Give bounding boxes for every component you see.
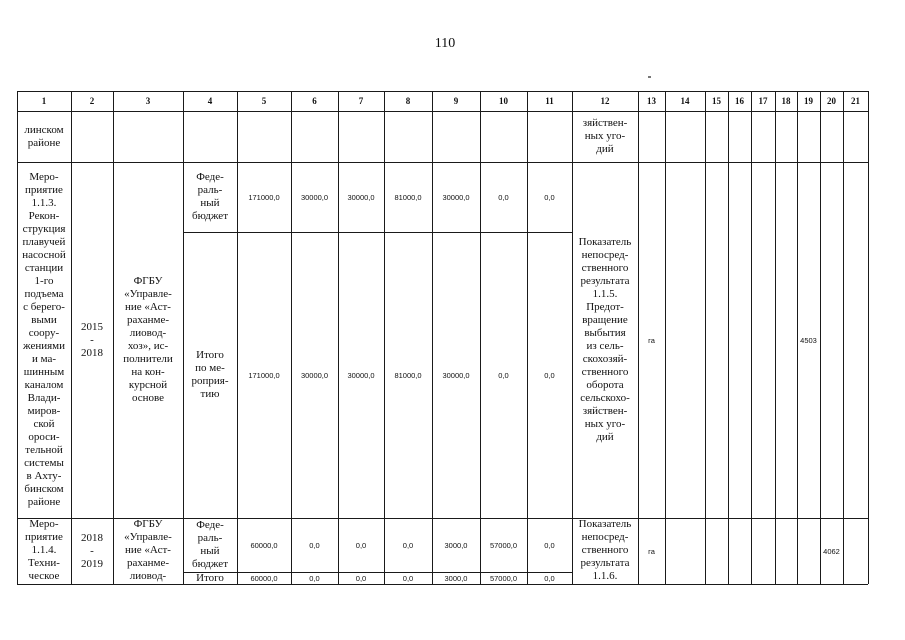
column-header-5: 5 [261, 96, 267, 106]
amount-cell: 0,0 [544, 540, 555, 550]
amount-cell: 57000,0 [489, 573, 518, 583]
funding-source: Феде- раль- ный бюджет [192, 171, 228, 222]
amount-cell: 30000,0 [347, 370, 375, 380]
page-number: 110 [434, 36, 456, 51]
indicator: Показатель непосред- ственного результата 1.1.6. [578, 518, 632, 582]
amount-cell: 3000,0 [444, 573, 468, 583]
amount-cell: 30000,0 [300, 192, 329, 202]
amount-cell: 0,0 [402, 573, 414, 583]
column-rule-18 [775, 91, 776, 584]
column-header-12: 12 [600, 96, 610, 106]
funding-source: Феде- раль- ный бюджет [192, 519, 228, 570]
column-header-17: 17 [758, 96, 768, 106]
column-rule-14 [665, 91, 666, 584]
activity-name: Меро- приятие 1.1.4. Техни- ческое [25, 518, 63, 582]
column-rule-15 [705, 91, 706, 584]
column-header-7: 7 [358, 96, 364, 106]
column-rule-16 [728, 91, 729, 584]
amount-cell: 0,0 [498, 192, 509, 202]
column-header-6: 6 [312, 96, 317, 106]
executor: ФГБУ «Управле- ние «Аст- раханме- лиовод- хоз», ис- полнители на кон- курсной основе [123, 275, 173, 404]
indicator-cont: зяйствен- ных уго- дий [582, 117, 628, 155]
amount-cell: 30000,0 [442, 192, 470, 202]
amount-cell: 30000,0 [300, 370, 329, 380]
amount-cell: 81000,0 [394, 370, 422, 380]
table-border-bottom [17, 584, 868, 585]
column-header-10: 10 [499, 96, 508, 106]
column-header-18: 18 [781, 96, 791, 106]
column-header-4: 4 [207, 96, 213, 106]
indicator-value: 4062 [823, 546, 840, 556]
amount-cell: 171000,0 [248, 192, 280, 202]
column-header-2: 2 [89, 96, 95, 106]
column-rule-21 [843, 91, 844, 584]
amount-cell: 0,0 [544, 370, 555, 380]
column-header-11: 11 [545, 96, 554, 106]
period: 2015 - 2018 [81, 320, 103, 359]
amount-cell: 0,0 [544, 192, 555, 202]
amount-cell: 0,0 [498, 370, 509, 380]
column-header-3: 3 [145, 96, 151, 106]
unit: га [648, 335, 655, 345]
header-rule [17, 111, 868, 112]
amount-cell: 0,0 [402, 540, 414, 550]
executor: ФГБУ «Управле- ние «Аст- раханме- лиовод- [124, 518, 172, 582]
column-header-14: 14 [680, 96, 690, 106]
activity-name: Меро- приятие 1.1.3. Рекон- струкция плавучей насосной станции 1-го подъема с берего- выми соору- жениями и ма- шинным каналом Влади- миров- ской ороси- тельной системы в Ахту- бинском районе [22, 171, 66, 508]
amount-cell: 30000,0 [347, 192, 375, 202]
amount-cell: 3000,0 [444, 540, 468, 550]
column-rule-22 [868, 91, 869, 584]
activity-name-cont: линском районе [24, 123, 64, 149]
amount-cell: 81000,0 [394, 192, 422, 202]
amount-cell: 0,0 [309, 540, 320, 550]
column-header-13: 13 [647, 96, 656, 106]
amount-cell: 0,0 [355, 540, 367, 550]
period: 2018 - 2019 [81, 531, 103, 570]
unit: га [648, 546, 655, 556]
indicator-value: 4503 [800, 335, 817, 345]
amount-cell: 60000,0 [250, 573, 278, 583]
column-rule-20 [820, 91, 821, 584]
indicator: Показатель непосред- ственного результата 1.1.5. Предот- вращение выбытия из сель- скохозяй- ственного оборота сельскохо- зяйствен- ных уго- дий [578, 236, 632, 443]
total-label: Итого по ме- роприя- тию [191, 349, 229, 400]
column-rule-17 [751, 91, 752, 584]
column-header-20: 20 [827, 96, 836, 106]
amount-cell: 60000,0 [250, 540, 278, 550]
amount-cell: 0,0 [544, 573, 555, 583]
column-header-19: 19 [804, 96, 813, 106]
amount-cell: 30000,0 [442, 370, 470, 380]
amount-cell: 57000,0 [489, 540, 518, 550]
column-header-1: 1 [41, 96, 47, 106]
amount-cell: 0,0 [355, 573, 367, 583]
column-header-15: 15 [712, 96, 721, 106]
total-label: Итого [196, 571, 224, 584]
column-header-21: 21 [851, 96, 860, 106]
amount-cell: 171000,0 [248, 370, 280, 380]
column-header-8: 8 [405, 96, 411, 106]
amount-cell: 0,0 [309, 573, 320, 583]
column-header-9: 9 [453, 96, 459, 106]
column-header-16: 16 [735, 96, 744, 106]
